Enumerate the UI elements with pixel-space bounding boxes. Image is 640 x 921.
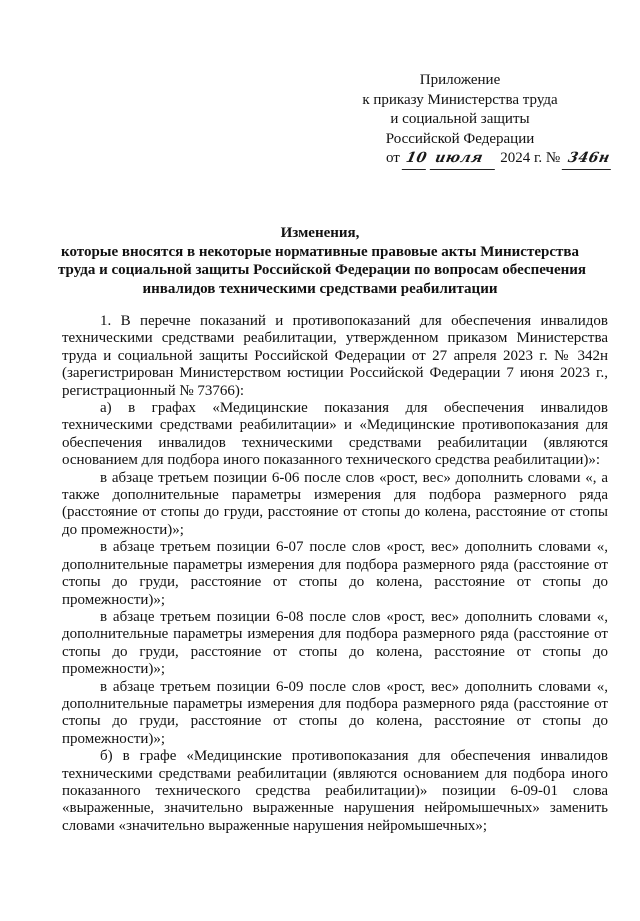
handwritten-month: июля xyxy=(430,149,499,170)
appendix-order-ref: к приказу Министерства труда xyxy=(362,91,558,108)
paragraph-subitem-b: б) в графе «Медицинские противопоказания для обеспечения инвалидов техническими средствами реабилитации (являются основанием для подбора иного показанного технического средства реабилитации)» позиции 6-09-01 слова «выраженные, значительно выраженные нарушения нейромышечных» заменить словами «значительно выраженные нарушения нейромышечных»; xyxy=(62,748,608,834)
title-line-1: Изменения, xyxy=(280,225,360,241)
title-line-3: труда и социальной защиты Российской Федерации по вопросам обеспечения xyxy=(58,262,587,278)
document-title xyxy=(58,224,587,298)
appendix-header xyxy=(330,71,612,170)
handwritten-order-number: 346н xyxy=(562,149,616,170)
paragraph-item-1: 1. В перечне показаний и противопоказаний для обеспечения инвалидов техническими средствами реабилитации, утвержденном приказом Министерства труда и социальной защиты Российской Федерации от 27 апреля 2023 г. № 342н (зарегистрирован Министерством юстиции Российской Федерации 7 июня 2023 г., регистрационный № 73766): xyxy=(62,313,608,399)
document-body xyxy=(62,313,608,835)
paragraph-position-6-08: в абзаце третьем позиции 6-08 после слов «рост, вес» дополнить словами «, дополнительные параметры измерения для подбора размерного ряда (расстояние от стопы до груди, расстояние от стопы до колена, расстояние от стопы до промежности)»; xyxy=(62,608,608,678)
date-prefix: от xyxy=(386,150,400,166)
appendix-label: Приложение xyxy=(419,72,501,88)
paragraph-position-6-06: в абзаце третьем позиции 6-06 после слов «рост, вес» дополнить словами «, а также дополнительные параметры измерения для подбора размерного ряда (расстояние от стопы до груди, расстояние от стопы до колена, расстояние от стопы до промежности)»; xyxy=(62,469,608,538)
paragraph-position-6-09: в абзаце третьем позиции 6-09 после слов «рост, вес» дополнить словами «, дополнительные параметры измерения для подбора размерного ряда (расстояние от стопы до груди, расстояние от стопы до колена, расстояние от стопы до промежности)»; xyxy=(62,678,608,747)
paragraph-position-6-07: в абзаце третьем позиции 6-07 после слов «рост, вес» дополнить словами «, дополнительные параметры измерения для подбора размерного ряда (расстояние от стопы до груди, расстояние от стопы до колена, расстояние от стопы до промежности)»; xyxy=(62,539,608,608)
paragraph-subitem-a: а) в графах «Медицинские показания для обеспечения инвалидов техническими средствами реабилитации» и «Медицинские противопоказания для обеспечения инвалидов техническими средствами реабилитации (являются основанием для подбора иного показанного технического средства реабилитации)»: xyxy=(62,400,608,469)
handwritten-day: 10 xyxy=(401,149,430,170)
date-year: 2024 г. № xyxy=(500,150,561,166)
title-line-2: которые вносятся в некоторые нормативные правовые акты Министерства xyxy=(61,243,579,260)
appendix-date-line xyxy=(330,149,612,170)
appendix-ministry-line: и социальной защиты xyxy=(390,111,530,127)
appendix-country-line: Российской Федерации xyxy=(385,130,535,147)
title-line-4: инвалидов техническими средствами реабилитации xyxy=(142,280,498,297)
